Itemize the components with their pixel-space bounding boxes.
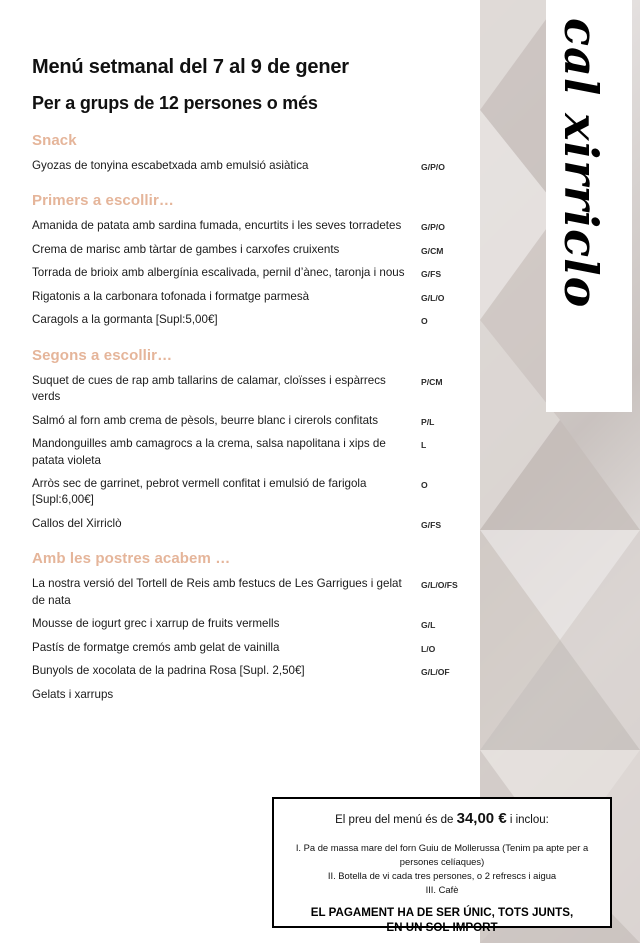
menu-item (0, 509, 484, 532)
menu-item-name: Bunyols de xocolata de la padrina Rosa [Supl. 2,50€] (32, 664, 305, 678)
menu-item-allergens: G/CM (421, 245, 444, 256)
price-line (274, 810, 610, 827)
menu-item (0, 211, 484, 234)
menu-item-allergens: P/CM (421, 376, 443, 387)
menu-item (0, 406, 484, 429)
menu-section-primers (0, 174, 484, 328)
menu-item (0, 305, 484, 328)
menu-item-name: Salmó al forn amb crema de pèsols, beurre blanc i cirerols confitats (32, 413, 379, 427)
menu-item-allergens: O (421, 479, 428, 490)
section-items (0, 151, 484, 174)
menu-section-segons (0, 329, 484, 533)
menu-item-name: Mousse de iogurt grec i xarrup de fruits vermells (32, 617, 280, 631)
menu-item (0, 680, 484, 703)
menu-item (0, 469, 484, 509)
menu-item-name: Caragols a la gormanta [Supl:5,00€] (32, 313, 218, 327)
menu-item (0, 366, 484, 406)
menu-item-allergens: G/L/O (421, 292, 445, 303)
menu-item-allergens (417, 687, 484, 691)
section-heading: Snack (32, 132, 77, 149)
menu-item-name: Arròs sec de garrinet, pebrot vermell confitat i emulsió de farigola [Supl:6,00€] (32, 476, 367, 507)
menu-item (0, 151, 484, 174)
menu-item-allergens: G/FS (421, 519, 442, 530)
section-heading: Primers a escollir… (32, 192, 174, 210)
menu-item-allergens: L/O (421, 643, 436, 654)
menu-item-allergens: L (421, 440, 427, 451)
price-suffix: i inclou: (509, 814, 549, 826)
menu-section-snack (0, 114, 484, 174)
menu-item-name: Torrada de brioix amb albergínia escalivada, pernil d’ànec, taronja i nous (32, 266, 405, 280)
menu-title: Menú setmanal del 7 al 9 de gener (32, 56, 349, 78)
menu-item-name: Pastís de formatge cremós amb gelat de vainilla (32, 640, 280, 654)
price-info-box (272, 797, 612, 934)
logo-panel (546, 0, 632, 412)
menu-item (0, 282, 484, 305)
menu-item-allergens: G/P/O (421, 162, 445, 172)
menu-item-name: Gyozas de tonyina escabetxada amb emulsió asiàtica (32, 159, 309, 172)
menu-item-allergens: G/P/O (421, 222, 445, 233)
menu-subtitle: Per a grups de 12 persones o més (32, 93, 318, 113)
payment-notice (274, 906, 610, 935)
includes-item: III. Cafè (425, 884, 459, 896)
menu-item-name: Callos del Xirriclò (32, 516, 122, 530)
menu-item-name: Mandonguilles amb camagrocs a la crema, salsa napolitana i xips de patata violeta (32, 437, 386, 467)
menu-item-name: Suquet de cues de rap amb tallarins de calamar, cloïsses i espàrrecs verds (32, 373, 386, 404)
price-prefix: El preu del menú és de (335, 814, 454, 826)
menu-item-name: Gelats i xarrups (32, 687, 114, 701)
menu-item-allergens: O (421, 316, 428, 327)
menu-item (0, 656, 484, 679)
section-items (0, 211, 484, 328)
section-heading: Amb les postres acabem … (32, 550, 231, 568)
payment-notice-line1: EL PAGAMENT HA DE SER ÚNIC, TOTS JUNTS, (310, 906, 574, 920)
menu-item (0, 429, 484, 469)
includes-item: II. Botella de vi cada tres persones, o 2 refrescs i aigua (327, 870, 557, 882)
menu-item-allergens: G/L (421, 620, 436, 631)
menu-item-name: Crema de marisc amb tàrtar de gambes i carxofes cruixents (32, 242, 340, 256)
brand-logo-text: cal xirriclo (554, 18, 608, 309)
includes-item: I. Pa de massa mare del forn Guiu de Mollerussa (Tenim pa apte per a persones celíaques) (295, 842, 589, 868)
menu-item (0, 569, 484, 609)
payment-notice-line2: EN UN SOL IMPORT (386, 920, 498, 934)
menu-item (0, 235, 484, 258)
section-heading: Segons a escollir… (32, 346, 173, 364)
menu-item (0, 258, 484, 281)
menu-item-allergens: G/L/OF (421, 667, 450, 678)
menu-item-allergens: G/L/O/FS (421, 580, 458, 591)
section-items (0, 366, 484, 533)
menu-item (0, 609, 484, 632)
menu-item-name: La nostra versió del Tortell de Reis amb festucs de Les Garrigues i gelat de nata (32, 577, 402, 607)
includes-list (274, 841, 610, 897)
menu-item-name: Amanida de patata amb sardina fumada, encurtits i les seves torradetes (32, 219, 402, 233)
menu-item (0, 633, 484, 656)
menu-item-name: Rigatonis a la carbonara tofonada i formatge parmesà (32, 289, 310, 303)
section-items (0, 569, 484, 703)
menu-item-allergens: G/FS (421, 269, 442, 280)
price-amount: 34,00 € (456, 810, 507, 827)
menu-section-postres (0, 532, 484, 703)
menu-item-allergens: P/L (421, 416, 435, 427)
